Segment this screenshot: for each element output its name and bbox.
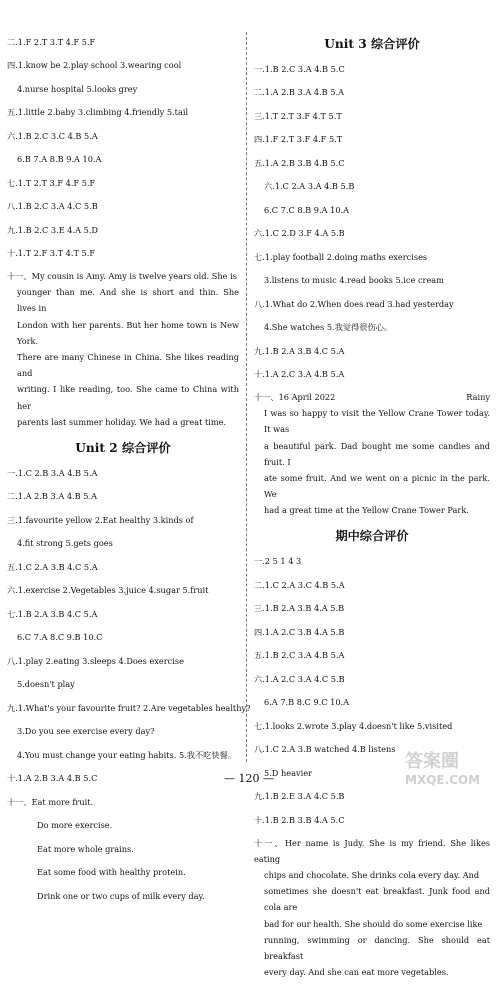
answer-line: 6.A 7.B 8.C 9.C 10.A	[264, 697, 350, 708]
essay-text: I was so happy to visit the Yellow Crane Tower today. It was	[264, 408, 490, 435]
diary-date: 16 April 2022	[278, 392, 336, 402]
answer-line: 一.1.B 2.C 3.A 4.B 5.C	[254, 63, 345, 74]
essay-label: 十一、	[7, 796, 32, 807]
essay-paragraph	[7, 268, 239, 430]
answer-line: 十.1.T 2.F 3.T 4.T 5.F	[7, 248, 96, 259]
answer-line: 三.1.B 2.A 3.B 4.A 5.B	[254, 603, 345, 614]
diary-header	[254, 389, 490, 405]
answer-line: 三.1.T 2.T 3.F 4.T 5.T	[254, 110, 342, 121]
answer-line: 八.1.C 2.A 3.B watched 4.B listens	[254, 744, 396, 755]
essay-text: had a great time at the Yellow Crane Tower Park.	[264, 505, 469, 516]
answer-line: 五.1.A 2.B 3.B 4.B 5.C	[254, 157, 345, 168]
answer-line: 5.D heavier	[264, 767, 312, 778]
answer-line: 6.C 7.A 8.C 9.B 10.C	[17, 632, 103, 643]
essay-text: writing. I like reading, too. She came to China with her	[17, 384, 239, 411]
answer-line: 四.1.F 2.T 3.F 4.F 5.T	[254, 134, 343, 145]
answer-line: 3.Do you see exercise every day?	[17, 726, 155, 737]
answer-line: 九.1.What's your favourite fruit? 2.Are vegetables healthy?	[7, 702, 251, 713]
answer-line: 五.1.little 2.baby 3.climbing 4.friendly 5.tail	[7, 107, 189, 118]
answer-line: 六.1.C 2.A 3.A 4.B 5.B	[264, 181, 355, 192]
answer-line: 4.You must change your eating habits. 5.我不吃快餐。	[17, 749, 236, 760]
answer-line: 八.1.play 2.eating 3.sleeps 4.Does exercise	[7, 655, 184, 666]
essay-text: parents last summer holiday. We had a great time.	[17, 416, 227, 427]
answer-line: 十.1.A 2.C 3.A 4.B 5.A	[254, 369, 345, 380]
watermark-line2: MXQE.COM	[405, 773, 481, 787]
essay-text: running, swimming or dancing. She should eat breakfast	[264, 934, 490, 962]
section-title-unit2: Unit 2 综合评价	[75, 440, 171, 455]
essay-paragraph	[254, 835, 490, 981]
section-title-midterm: 期中综合评价	[335, 529, 409, 544]
essay-text: bad for our health. She should do some exercise like	[264, 918, 483, 929]
essay-line: Do more exercise.	[37, 820, 113, 831]
essay-paragraph	[254, 389, 490, 519]
essay-text: younger than me. And she is short and thin. She lives in	[17, 287, 239, 314]
diary-weather: Rainy	[466, 392, 490, 402]
answer-line: 5.doesn't play	[17, 679, 75, 690]
essay-text: a beautiful park. Dad bought me some candies and fruit. I	[264, 440, 490, 467]
answer-line: 七.1.B 2.A 3.B 4.C 5.A	[7, 608, 98, 619]
section-title-unit3: Unit 3 综合评价	[324, 36, 420, 51]
essay-text: Eat more fruit.	[31, 796, 94, 807]
answer-line: 二.1.F 2.T 3.T 4.F 5.F	[7, 36, 96, 47]
answer-line: 七.1.T 2.T 3.F 4.F 5.F	[7, 177, 96, 188]
watermark-logo	[405, 752, 497, 798]
essay-text: chips and chocolate. She drinks cola every day. And	[264, 870, 480, 881]
answer-line: 八.1.B 2.C 3.A 4.C 5.B	[7, 201, 98, 212]
answer-line: 九.1.B 2.A 3.B 4.C 5.A	[254, 345, 345, 356]
answer-line: 六.1.B 2.C 3.C 4.B 5.A	[7, 130, 98, 141]
answer-line: 十.1.B 2.B 3.B 4.A 5.C	[254, 814, 345, 825]
answer-line: 3.listens to music 4.read books 5.ice cream	[264, 275, 444, 286]
answer-line: 五.1.B 2.C 3.A 4.B 5.A	[254, 650, 345, 661]
answer-line: 6.B 7.A 8.B 9.A 10.A	[17, 154, 102, 165]
essay-text: every day. And she can eat more vegetables.	[264, 967, 449, 978]
essay-text: There are many Chinese in China. She likes reading and	[17, 352, 239, 379]
answer-line: 二.1.A 2.B 3.A 4.B 5.A	[7, 491, 98, 502]
right-column	[254, 30, 490, 984]
essay-text: London with her parents. But her home town is New York.	[17, 319, 239, 346]
answer-line: 四.1.know be 2.play school 3.wearing cool	[7, 60, 182, 71]
answer-line: 九.1.B 2.E 3.A 4.C 5.B	[254, 791, 345, 802]
essay-line	[7, 790, 239, 814]
answer-line: 八.1.What do 2.When does read 3.had yesterday	[254, 298, 454, 309]
essay-text: ate some fruit. And we went on a picnic in the park. We	[264, 473, 490, 500]
essay-label: 十一、	[254, 392, 279, 402]
essay-line: Eat more whole grains.	[37, 843, 134, 854]
column-divider	[246, 32, 247, 762]
answer-line: 九.1.B 2.C 3.E 4.A 5.D	[7, 224, 98, 235]
essay-text: My cousin is Amy. Amy is twelve years old. She is	[31, 271, 237, 281]
answer-line: 一.2 5 1 4 3	[254, 556, 302, 567]
answer-line: 4.fit strong 5.gets goes	[17, 538, 113, 549]
page-number: — 120 —	[224, 772, 274, 785]
answer-line: 三.1.favourite yellow 2.Eat healthy 3.kinds of	[7, 514, 194, 525]
essay-line: Eat some food with healthy protein.	[37, 867, 186, 878]
answer-line: 四.1.A 2.C 3.B 4.A 5.B	[254, 626, 345, 637]
essay-label: 十一、	[254, 837, 285, 848]
answer-line: 二.1.C 2.A 3.C 4.B 5.A	[254, 579, 345, 590]
answer-line: 七.1.play football 2.doing maths exercises	[254, 251, 428, 262]
answer-line: 4.nurse hospital 5.looks grey	[17, 83, 138, 94]
answer-line: 4.She watches 5.我觉得很伤心。	[264, 322, 392, 333]
answer-line: 十.1.A 2.B 3.A 4.B 5.C	[7, 773, 98, 784]
answer-line: 五.1.C 2.A 3.B 4.C 5.A	[7, 561, 98, 572]
answer-line: 二.1.A 2.B 3.A 4.B 5.A	[254, 87, 345, 98]
answer-line: 6.C 7.C 8.B 9.A 10.A	[264, 204, 350, 215]
essay-line: Drink one or two cups of milk every day.	[37, 890, 205, 901]
watermark-line1: 答案圈	[405, 751, 459, 772]
answer-line: 一.1.C 2.B 3.A 4.B 5.A	[7, 467, 98, 478]
essay-label: 十一、	[7, 271, 32, 281]
answer-line: 七.1.looks 2.wrote 3.play 4.doesn't like 5.visited	[254, 720, 453, 731]
diary-date-wrap	[254, 389, 335, 405]
answer-line: 六.1.C 2.D 3.F 4.A 5.B	[254, 228, 345, 239]
answer-line: 六.1.exercise 2.Vegetables 3.juice 4.sugar 5.fruit	[7, 585, 209, 596]
answer-line: 六.1.A 2.C 3.A 4.C 5.B	[254, 673, 345, 684]
essay-text: Her name is Judy. She is my friend. She likes eating	[254, 837, 490, 864]
essay-text: sometimes she doesn't eat breakfast. Junk food and cola are	[264, 886, 490, 913]
